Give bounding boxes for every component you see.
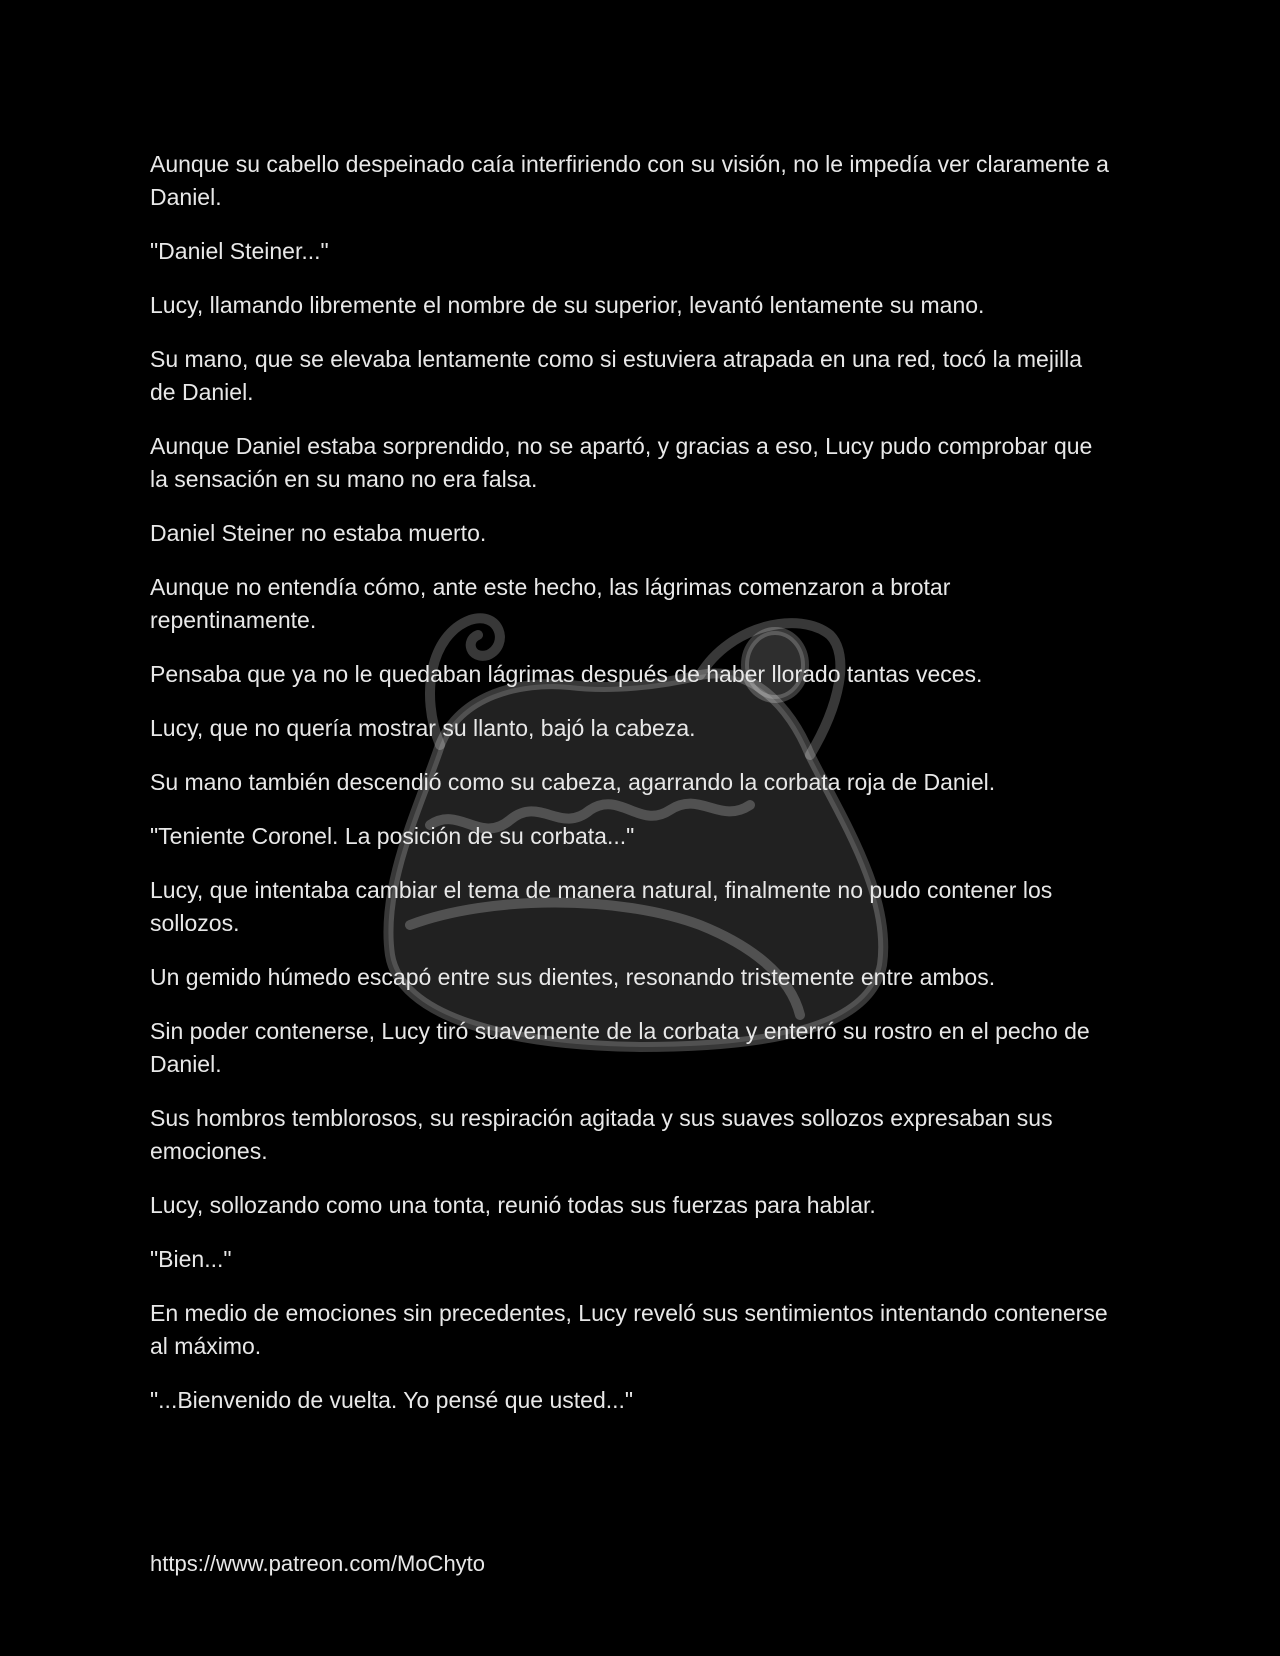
paragraph: Aunque no entendía cómo, ante este hecho, las lágrimas comenzaron a brotar repentinamente. [150,574,951,633]
paragraph: Daniel Steiner no estaba muerto. [150,520,487,546]
story-text [150,148,1110,1438]
paragraph: Lucy, que no quería mostrar su llanto, bajó la cabeza. [150,715,696,741]
paragraph: Sin poder contenerse, Lucy tiró suavemente de la corbata y enterró su rostro en el pecho de Daniel. [150,1018,1090,1077]
paragraph: Lucy, que intentaba cambiar el tema de manera natural, finalmente no pudo contener los sollozos. [150,877,1053,936]
paragraph: "...Bienvenido de vuelta. Yo pensé que usted..." [150,1387,634,1413]
paragraph: Un gemido húmedo escapó entre sus dientes, resonando tristemente entre ambos. [150,964,996,990]
paragraph: Lucy, llamando libremente el nombre de su superior, levantó lentamente su mano. [150,292,985,318]
paragraph: Lucy, sollozando como una tonta, reunió todas sus fuerzas para hablar. [150,1192,876,1218]
paragraph: Su mano también descendió como su cabeza, agarrando la corbata roja de Daniel. [150,769,996,795]
patreon-link[interactable]: https://www.patreon.com/MoChyto [150,1551,486,1576]
paragraph: "Bien..." [150,1246,232,1272]
paragraph: "Teniente Coronel. La posición de su corbata..." [150,823,635,849]
paragraph: Su mano, que se elevaba lentamente como si estuviera atrapada en una red, tocó la mejilla de Daniel. [150,346,1083,405]
paragraph: Aunque su cabello despeinado caía interfiriendo con su visión, no le impedía ver claramente a Daniel. [150,151,1109,210]
paragraph: Pensaba que ya no le quedaban lágrimas después de haber llorado tantas veces. [150,661,983,687]
paragraph: "Daniel Steiner..." [150,238,329,264]
paragraph: Sus hombros temblorosos, su respiración agitada y sus suaves sollozos expresaban sus emociones. [150,1105,1053,1164]
paragraph: Aunque Daniel estaba sorprendido, no se apartó, y gracias a eso, Lucy pudo comprobar que la sensación en su mano no era falsa. [150,433,1093,492]
paragraph: En medio de emociones sin precedentes, Lucy reveló sus sentimientos intentando contenerse al máximo. [150,1300,1108,1359]
